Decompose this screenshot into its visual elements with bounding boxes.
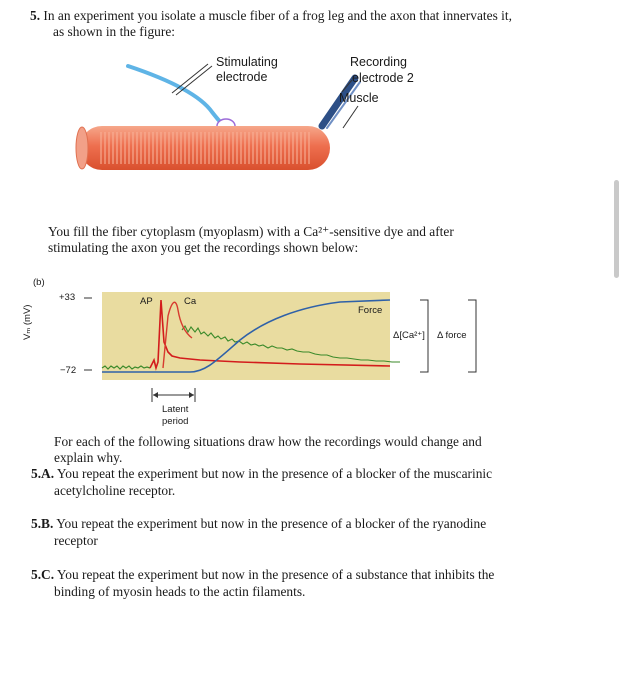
part-c-line2: binding of myosin heads to the actin filaments.	[54, 584, 306, 599]
recording-label: Recording	[350, 55, 407, 69]
delta-force-bracket	[468, 300, 476, 372]
part-b-id: 5.B.	[31, 516, 54, 531]
instructions-line2: explain why.	[54, 450, 123, 465]
part-a	[31, 466, 492, 482]
part-b-line1: You repeat the experiment but now in the presence of a blocker of the ryanodine	[56, 516, 487, 531]
question-number: 5.	[30, 8, 41, 23]
stimulating-label: Stimulating	[216, 55, 278, 69]
body-text-line2: stimulating the axon you get the recordings shown below:	[48, 240, 359, 255]
panel-label: (b)	[33, 277, 45, 288]
part-a-id: 5.A.	[31, 466, 55, 481]
stimulating-label-2: electrode	[216, 70, 268, 84]
ap-label: AP	[140, 296, 153, 307]
muscle-label: Muscle	[339, 91, 379, 105]
part-b	[31, 516, 486, 532]
part-a-line2: acetylcholine receptor.	[54, 483, 176, 498]
part-b-line2: receptor	[54, 533, 98, 548]
latent-label-2: period	[162, 416, 189, 427]
tick-label-high: +33	[59, 292, 76, 303]
latent-period-marker	[152, 388, 195, 402]
tick-label-low: −72	[60, 365, 77, 376]
part-c-id: 5.C.	[31, 567, 55, 582]
question-line1: In an experiment you isolate a muscle fiber of a frog leg and the axon that innervates it,	[43, 8, 512, 23]
part-c	[31, 567, 494, 583]
part-a-line1: You repeat the experiment but now in the presence of a blocker of the muscarinic	[56, 466, 493, 481]
y-axis-label: Vₘ (mV)	[22, 304, 33, 340]
recording-label-2: electrode 2	[352, 71, 414, 85]
body-text-line1: You fill the fiber cytoplasm (myoplasm) with a Ca²⁺-sensitive dye and after	[48, 224, 454, 239]
delta-ca-label: Δ[Ca²⁺]	[393, 330, 425, 341]
part-c-line1: You repeat the experiment but now in the presence of a substance that inhibits the	[56, 567, 495, 582]
question-line2: as shown in the figure:	[53, 24, 175, 39]
delta-force-label: Δ force	[437, 330, 467, 341]
latent-label: Latent	[162, 404, 189, 415]
instructions-line1: For each of the following situations draw how the recordings would change and	[54, 434, 482, 449]
force-label: Force	[358, 305, 383, 316]
ca-label: Ca	[184, 296, 197, 307]
